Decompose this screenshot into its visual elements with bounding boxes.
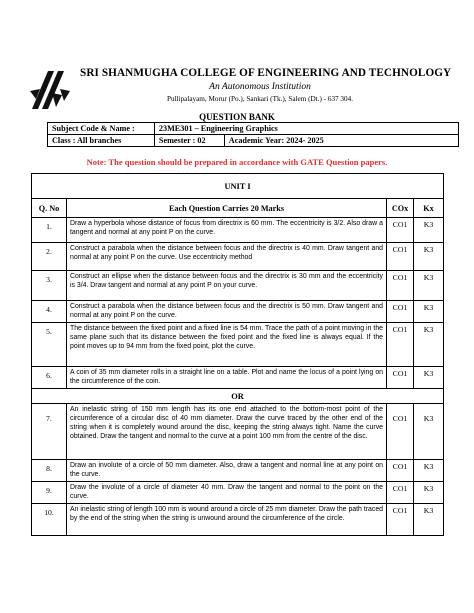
question-row [32, 482, 444, 504]
semester-label: Semester : 02 [154, 135, 224, 147]
question-number: 6. [32, 367, 67, 389]
header-question: Each Question Carries 20 Marks [67, 199, 387, 218]
course-outcome: CO1 [387, 460, 414, 482]
question-text: Draw the involute of a circle of diameter 40 mm. Draw the tangent and normal to the point on the curve. [67, 482, 387, 504]
question-row [32, 301, 444, 323]
question-text: Construct an ellipse when the distance between focus and the directrix is 30 mm and the eccentricity is 3/4. Draw tangent and normal at any point P on your curve. [67, 271, 387, 301]
question-text: An inelastic string of 150 mm length has its one end attached to the bottom-most point of the circumference of a circular disc of 40 mm diameter. Draw the curve traced by the other end of the string when it is completely wound around the disc, keeping the string always tight. Name the curve obtained. Draw the tangent and normal to the curve at a point 100 mm from the centre of the disc. [67, 404, 387, 460]
course-outcome: CO1 [387, 218, 414, 243]
academic-year-label: Academic Year: 2024- 2025 [224, 135, 458, 147]
question-number: 9. [32, 482, 67, 504]
question-row [32, 460, 444, 482]
knowledge-level: K3 [414, 504, 444, 536]
question-row [32, 218, 444, 243]
course-outcome: CO1 [387, 301, 414, 323]
subject-info-table [47, 122, 459, 147]
college-logo-icon [28, 69, 72, 111]
subject-label: Subject Code & Name : [48, 123, 155, 135]
question-number: 7. [32, 404, 67, 460]
question-text: The distance between the fixed point and a fixed line is 54 mm. Trace the path of a point moving in the same plane such that its distance between the fixed point and the fixed line is always equal. If the point moves up to 94 mm from the fixed point, plot the curve. [67, 323, 387, 367]
question-row [32, 367, 444, 389]
knowledge-level: K3 [414, 404, 444, 460]
knowledge-level: K3 [414, 243, 444, 271]
course-outcome: CO1 [387, 323, 414, 367]
knowledge-level: K3 [414, 271, 444, 301]
class-label: Class : All branches [48, 135, 155, 147]
question-text: An inelastic string of length 100 mm is wound around a circle of 25 mm diameter. Draw the path traced by the end of the string when the string is unwound around the circumference of the circle. [67, 504, 387, 536]
question-text: A coin of 35 mm diameter rolls in a straight line on a table. Plot and name the locus of a point lying on the circumference of the coin. [67, 367, 387, 389]
question-text: Construct a parabola when the distance between focus and the directrix is 50 mm. Draw tangent and normal at any point P on the curve. [67, 301, 387, 323]
question-text: Construct a parabola when the distance between focus and the directrix is 40 mm. Draw tangent and normal at any point P on the curve. Use eccentricity method [67, 243, 387, 271]
question-number: 4. [32, 301, 67, 323]
question-row [32, 243, 444, 271]
header-co: COx [387, 199, 414, 218]
institution-subtitle: An Autonomous Institution [209, 82, 311, 92]
question-text: Draw a hyperbola whose distance of focus from directrix is 60 mm. The eccentricity is 3/2. Also draw a tangent and normal at any point P on the curve. [67, 218, 387, 243]
question-row [32, 323, 444, 367]
course-outcome: CO1 [387, 271, 414, 301]
knowledge-level: K3 [414, 323, 444, 367]
question-table [31, 173, 444, 536]
subject-value: 23ME301 – Engineering Graphics [154, 123, 458, 135]
unit-heading: UNIT I [32, 174, 444, 199]
course-outcome: CO1 [387, 504, 414, 536]
knowledge-level: K3 [414, 367, 444, 389]
course-outcome: CO1 [387, 367, 414, 389]
or-separator: OR [32, 389, 444, 404]
college-header [0, 64, 474, 112]
course-outcome: CO1 [387, 482, 414, 504]
question-number: 1. [32, 218, 67, 243]
gate-note: Note: The question should be prepared in accordance with GATE Question papers. [86, 157, 388, 167]
question-row [32, 504, 444, 536]
knowledge-level: K3 [414, 301, 444, 323]
question-text: Draw an involute of a circle of 50 mm diameter. Also, draw a tangent and normal line at any point on the curve. [67, 460, 387, 482]
question-number: 5. [32, 323, 67, 367]
document-title: QUESTION BANK [199, 112, 275, 122]
knowledge-level: K3 [414, 460, 444, 482]
question-number: 10. [32, 504, 67, 536]
question-number: 8. [32, 460, 67, 482]
knowledge-level: K3 [414, 218, 444, 243]
course-outcome: CO1 [387, 243, 414, 271]
question-row [32, 404, 444, 460]
question-number: 2. [32, 243, 67, 271]
question-row [32, 271, 444, 301]
question-number: 3. [32, 271, 67, 301]
knowledge-level: K3 [414, 482, 444, 504]
header-k: Kx [414, 199, 444, 218]
college-name: SRI SHANMUGHA COLLEGE OF ENGINEERING AND TECHNOLOGY [80, 67, 452, 79]
college-address: Pullipalayam, Morur (Po.), Sankari (Tk.), Salem (Dt.) - 637 304. [166, 95, 354, 103]
course-outcome: CO1 [387, 404, 414, 460]
header-qno: Q. No [32, 199, 67, 218]
